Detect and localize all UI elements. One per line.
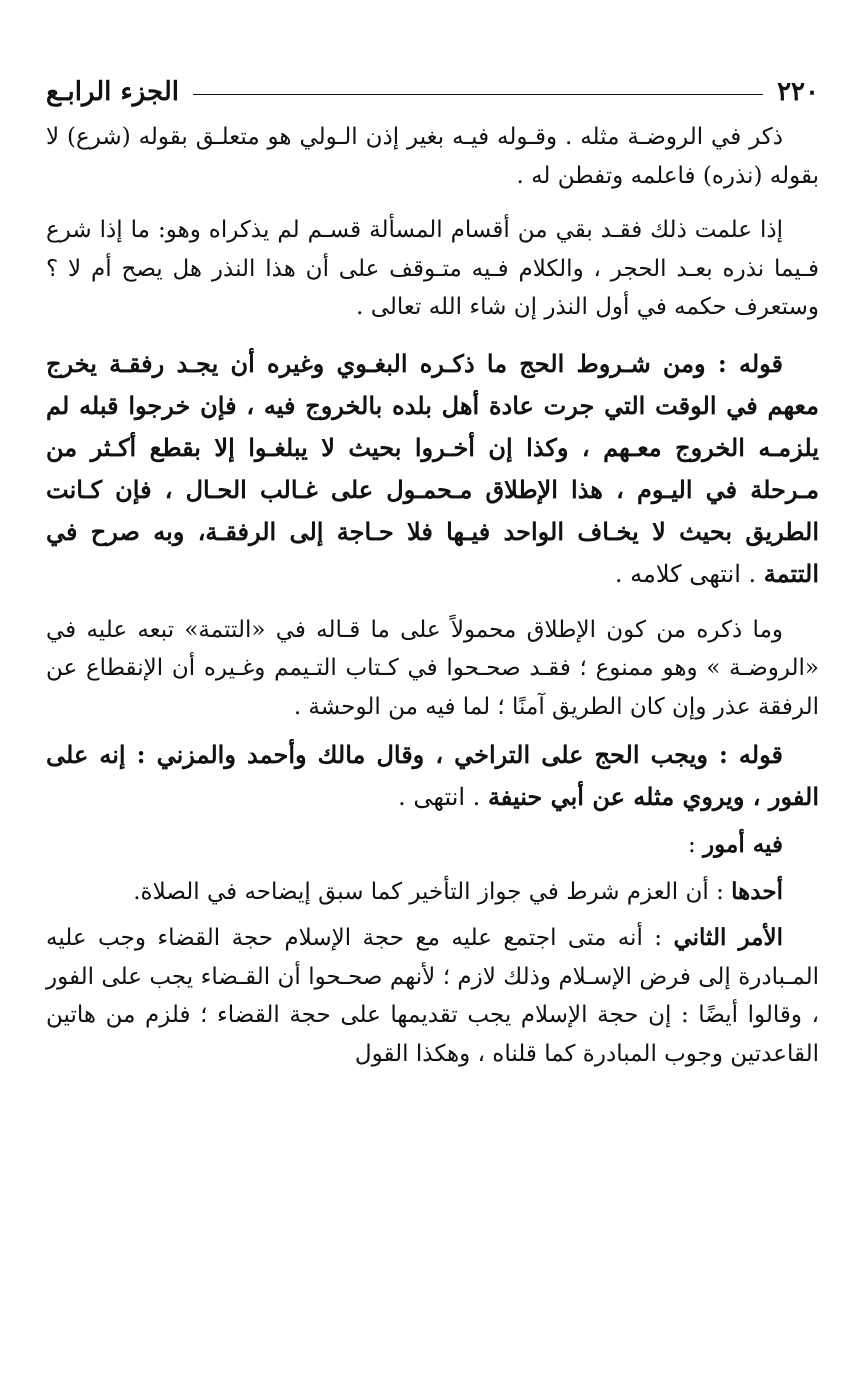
item-heading: أحدها (731, 877, 783, 905)
paragraph-4 (46, 611, 819, 727)
page-number: ٢٢٠ (777, 77, 819, 107)
paragraph-text: : (687, 832, 704, 858)
paragraph-7 (46, 873, 819, 912)
paragraph-text: إذا علمت ذلك فقـد بقي من أقسام المسألة قسـم لم يذكراه وهو: ما إذا شرع فـيما نذره بعـد الحجر ، والكلام فـيه متـوقف على أن هذا النذر هل يصح أم لا ؟ وستعرف حكمه في أول النذر إن شاء الله تعالى . (46, 217, 819, 320)
paragraph-8 (46, 919, 819, 1073)
paragraph-text: . انتهى كلامه . (614, 559, 764, 588)
section-heading: فيه أمور (703, 831, 783, 858)
page-header (46, 72, 819, 112)
quoted-text: قوله : ويجب الحج على التراخي ، وقال مالك وأحمد والمزني : إنه على الفور ، ويروي مثله عن أبي حنيفة (46, 740, 819, 811)
paragraph-6 (46, 826, 819, 865)
paragraph-2 (46, 211, 819, 327)
running-title: الجزء الرابـع (46, 77, 179, 107)
quoted-text: قوله : ومن شـروط الحج ما ذكـره البغـوي وغيره أن يجـد رفقـة يخرج معهم في الوقت التي جرت عادة أهل بلده بالخروج فيه ، فإن خرجوا قبله لم يلزمـه الخروج معـهم ، وكذا إن أخـروا بحيث لا يبلغـوا إلا بقطع أكـثر من مـرحلة في اليـوم ، هذا الإطلاق مـحمـول على غـالب الحـال ، فإن كـانت الطريق بحيث لا يخـاف الواحد فيـها فلا حـاجة إلى الرفقـة، وبه صرح في التتمة (46, 348, 819, 588)
paragraph-3-quote (46, 343, 819, 595)
header-rule (193, 94, 763, 95)
paragraph-text: . انتهى . (398, 783, 488, 811)
paragraph-5-quote (46, 734, 819, 818)
paragraph-text: : أنه متى اجتمع عليه مع حجة الإسلام حجة القضاء وجب عليه المـبادرة إلى فرض الإسـلام وذلك لازم ؛ لأنهم صحـحوا أن القـضاء يجب على الفور ، وقالوا أيضًا : إن حجة الإسلام يجب تقديمها على حجة القضاء ؛ فلزم من هاتين القاعدتين وجوب المبادرة كما قلناه ، وهكذا القول (46, 925, 819, 1067)
paragraph-text: وما ذكره من كون الإطلاق محمولاً على ما قـاله في «التتمة» تبعه عليه في «الروضـة » وهو ممنوع ؛ فقـد صحـحوا في كـتاب التـيمم وغـيره أن الإنقطاع عن الرفقة عذر وإن كان الطريق آمنًا ؛ لما فيه من الوحشة . (46, 616, 819, 720)
item-heading: الأمر الثاني (673, 924, 783, 951)
paragraph-1 (46, 118, 819, 195)
paragraph-text: : أن العزم شرط في جواز التأخير كما سبق إيضاحه في الصلاة. (133, 878, 732, 905)
paragraph-text: ذكر في الروضـة مثله . وقـوله فيـه بغير إذن الـولي هو متعلـق بقوله (شرع) لا بقوله (نذره) فاعلمه وتفطن له . (46, 124, 819, 189)
